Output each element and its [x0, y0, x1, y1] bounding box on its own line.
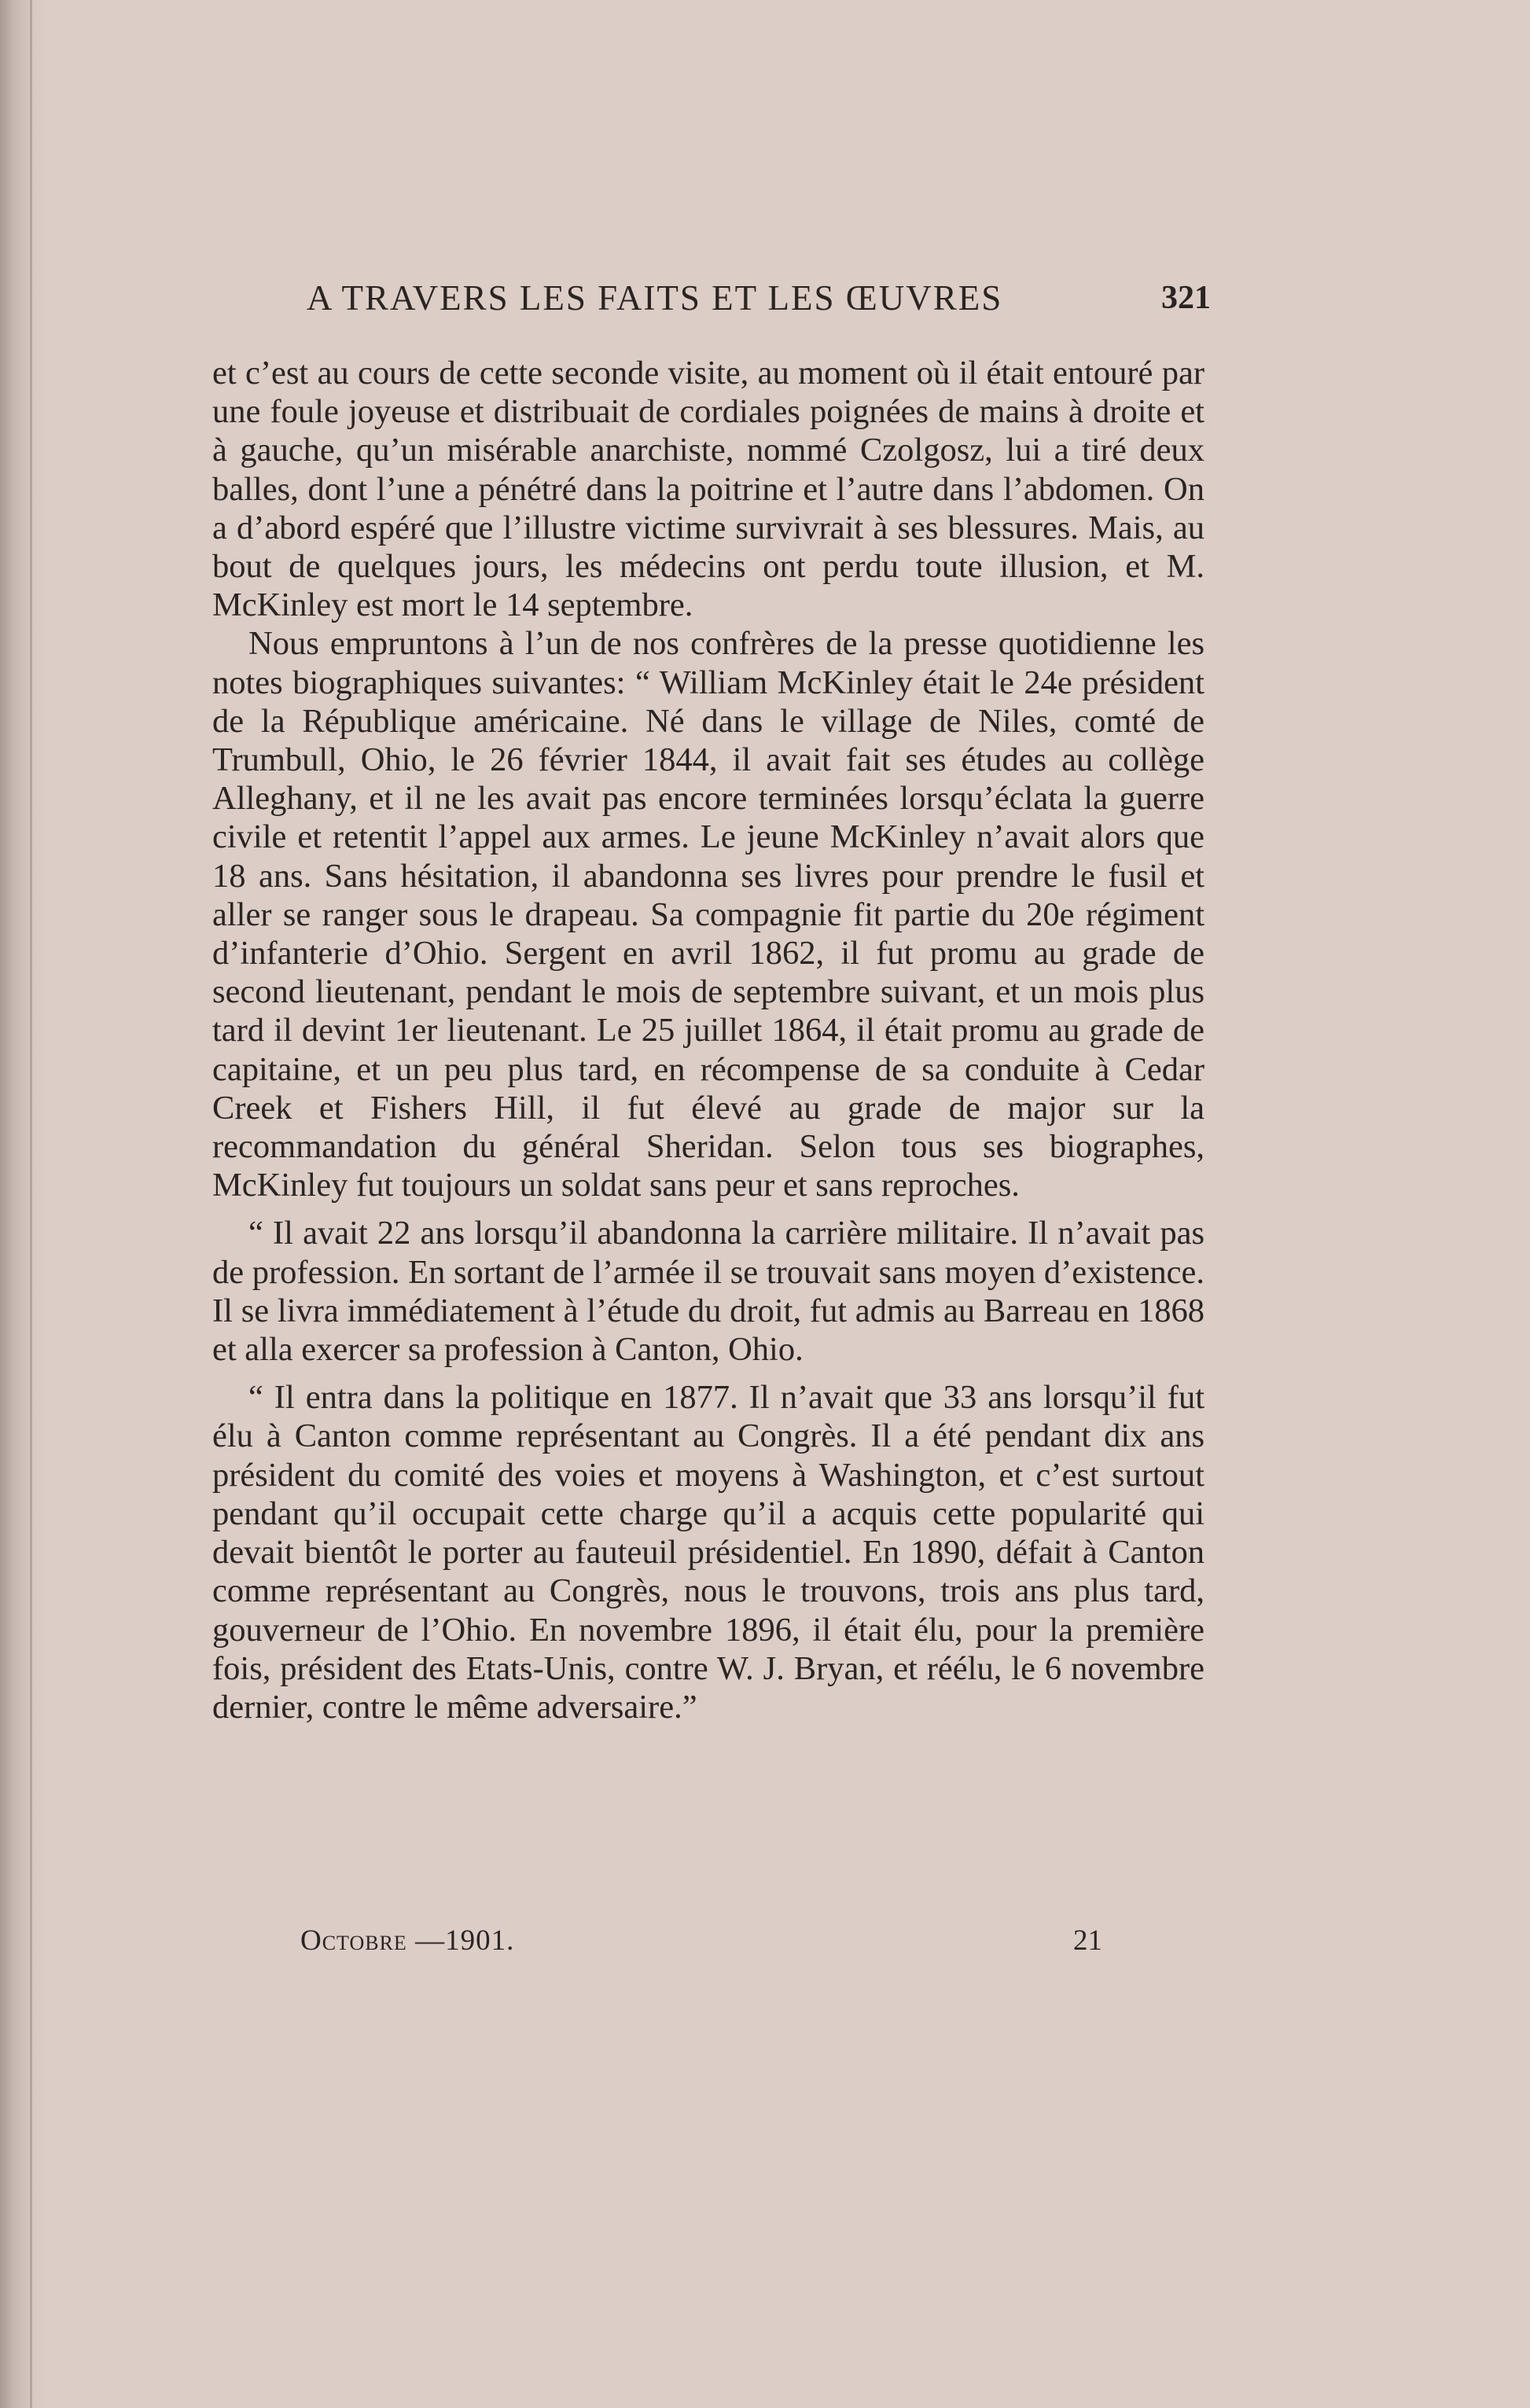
paragraph: “ Il entra dans la politique en 1877. Il n’avait que 33 ans lorsqu’il fut élu à Canton comme représentant au Congrès. Il a été pendant dix ans président du comité des voies et moyens à Washington, et c’est surtout pendant qu’il occupait cette charge qu’il a acquis cette popularité qui devait bientôt le porter au fauteuil présidentiel. En 1890, défait à Canton comme représentant au Congrès, nous le trouvons, trois ans plus tard, gouverneur de l’Ohio. En novembre 1896, il était élu, pour la première fois, président des Etats-Unis, contre W. J. Bryan, et réélu, le 6 novembre dernier, contre le même adversaire.” [212, 1379, 1205, 1726]
paragraph: “ Il avait 22 ans lorsqu’il abandonna la carrière militaire. Il n’avait pas de profession. En sortant de l’armée il se trouvait sans moyen d’existence. Il se livra immédiatement à l’étude du droit, fut admis au Barreau en 1868 et alla exercer sa profession à Canton, Ohio. [212, 1215, 1205, 1369]
paragraph: et c’est au cours de cette seconde visite, au moment où il était entouré par une foule joyeuse et distribuait de cordiales poignées de mains à droite et à gauche, qu’un misérable anarchiste, nommé Czolgosz, lui a tiré deux balles, dont l’une a pénétré dans la poitrine et l’autre dans l’abdomen. On a d’abord espéré que l’illustre victime survivrait à ses blessures. Mais, au bout de quelques jours, les médecins ont perdu toute illusion, et M. McKinley est mort le 14 septembre. [212, 355, 1205, 624]
page-footer [212, 1924, 1205, 1963]
sheet-number: 21 [1073, 1925, 1102, 1957]
running-title: A TRAVERS LES FAITS ET LES ŒUVRES [307, 278, 1003, 318]
signature-year: —1901. [415, 1925, 515, 1957]
signature-month: Octobre [300, 1925, 407, 1957]
signature-mark [300, 1924, 514, 1958]
page-number: 321 [1161, 280, 1211, 316]
paragraph: Nous empruntons à l’un de nos confrères de la presse quotidienne les notes biographiques suivantes: “ William McKinley était le 24e président de la République américaine. Né dans le village de Niles, comté de Trumbull, Ohio, le 26 février 1844, il avait fait ses études au collège Alleghany, et il ne les avait pas encore terminées lorsqu’éclata la guerre civile et retentit l’appel aux armes. Le jeune McKinley n’avait alors que 18 ans. Sans hésitation, il abandonna ses livres pour prendre le fusil et aller se ranger sous le drapeau. Sa compagnie fit partie du 20e régiment d’infanterie d’Ohio. Sergent en avril 1862, il fut promu au grade de second lieutenant, pendant le mois de septembre suivant, et un mois plus tard il devint 1er lieutenant. Le 25 juillet 1864, il était promu au grade de capitaine, et un peu plus tard, en récompense de sa conduite à Cedar Creek et Fishers Hill, il fut élevé au grade de major sur la recommandation du général Sheridan. Selon tous ses biographes, McKinley fut toujours un soldat sans peur et sans reproches. [212, 625, 1205, 1204]
page-header [307, 278, 1211, 325]
page-spine-edge [30, 0, 32, 2408]
body-text [212, 354, 1205, 1726]
